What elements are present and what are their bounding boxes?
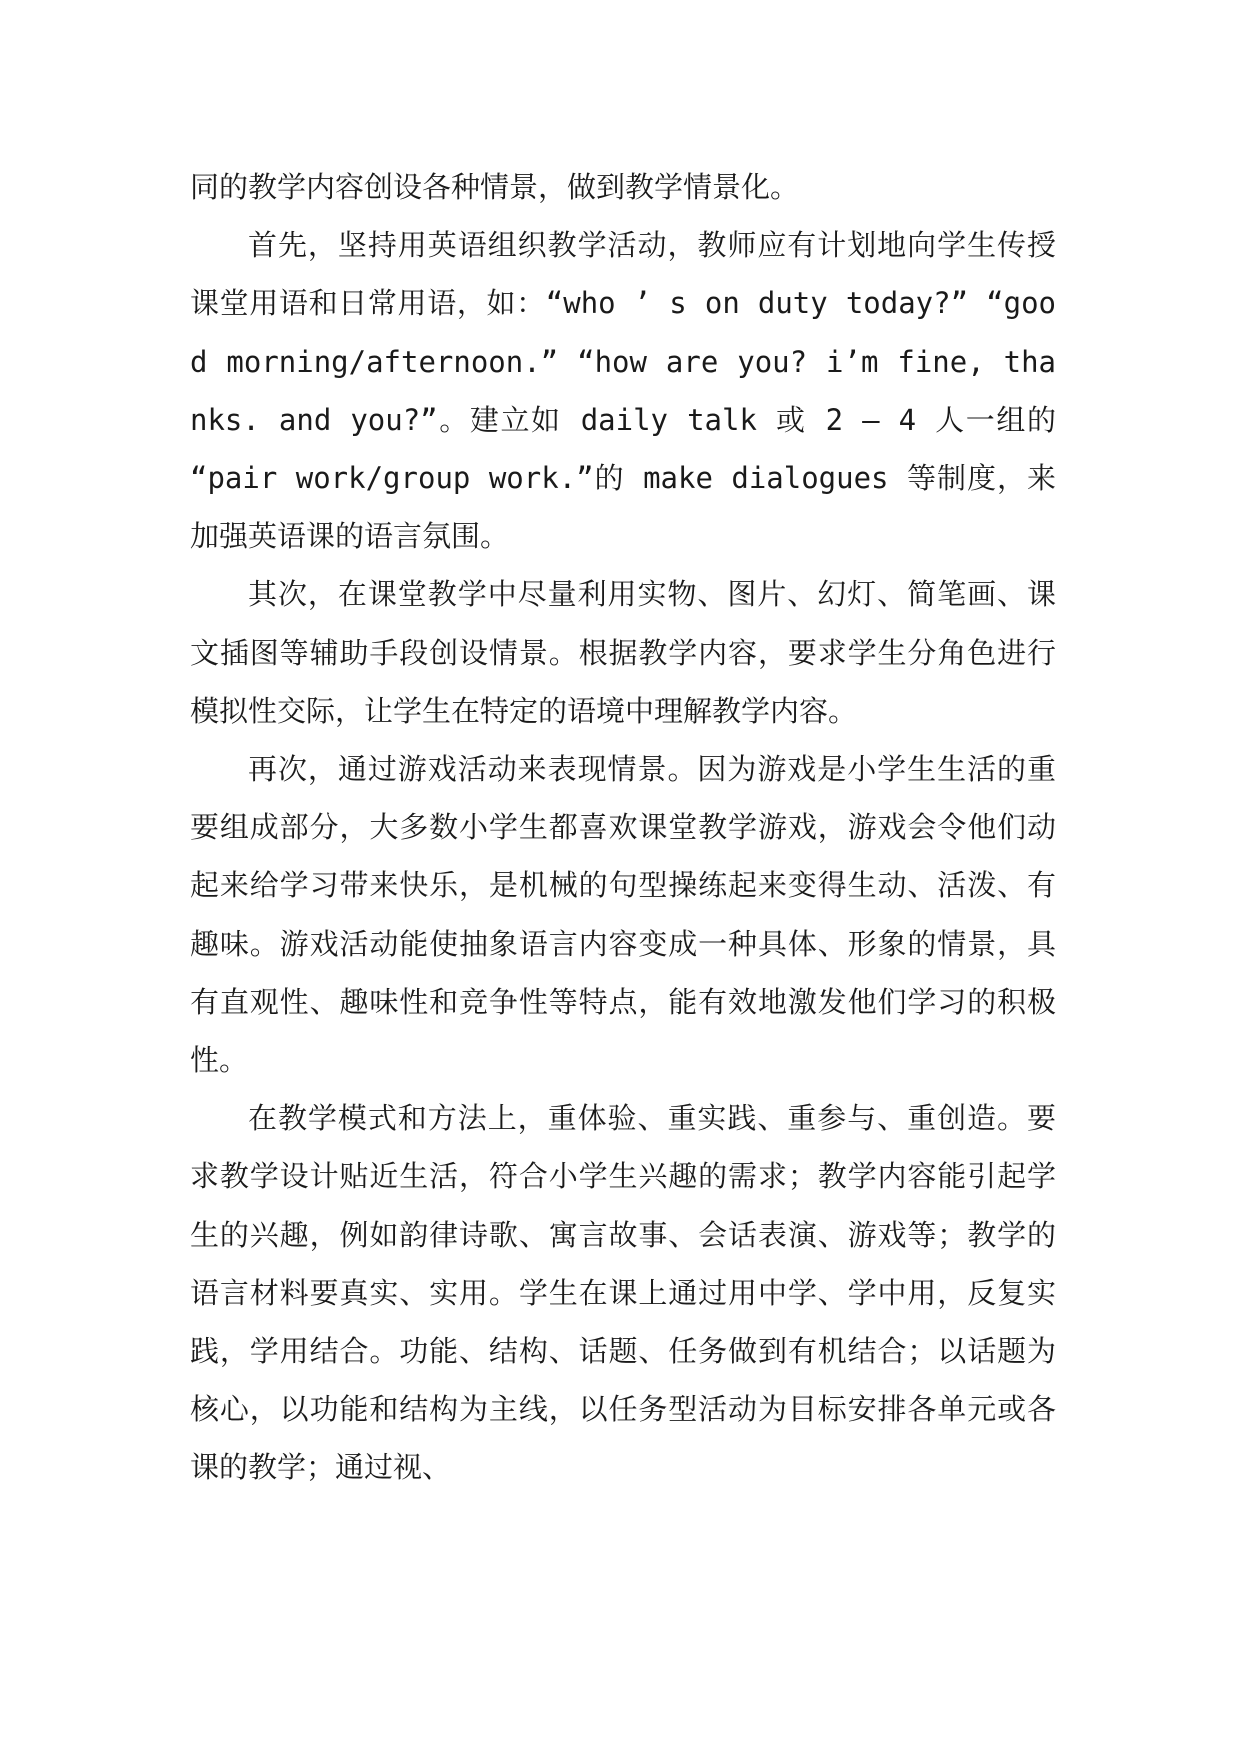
document-body [190, 158, 1056, 1497]
paragraph-teaching-methods: 在教学模式和方法上，重体验、重实践、重参与、重创造。要求教学设计贴近生活，符合小学生兴趣的需求；教学内容能引起学生的兴趣，例如韵律诗歌、寓言故事、会话表演、游戏等；教学的语言材料要真实、实用。学生在课上通过用中学、学中用，反复实践，学用结合。功能、结构、话题、任务做到有机结合；以话题为核心，以功能和结构为主线，以任务型活动为目标安排各单元或各课的教学；通过视、 [190, 1101, 1056, 1485]
paragraph-classroom-english: 首先，坚持用英语组织教学活动，教师应有计划地向学生传授课堂用语和日常用语，如：“who ’ s on duty today?” “good morning/afternoon.” “how are you? i’m fine, thanks. and you?”。建立如 daily talk 或 2 — 4 人一组的 “pair work/group work.”的 make dialogues 等制度，来加强英语课的语言氛围。 [190, 228, 1056, 554]
paragraph-continued: 同的教学内容创设各种情景，做到教学情景化。 [190, 170, 800, 204]
paragraph-visual-aids: 其次，在课堂教学中尽量利用实物、图片、幻灯、简笔画、课文插图等辅助手段创设情景。根据教学内容，要求学生分角色进行模拟性交际，让学生在特定的语境中理解教学内容。 [190, 577, 1056, 728]
paragraph-games: 再次，通过游戏活动来表现情景。因为游戏是小学生生活的重要组成部分，大多数小学生都喜欢课堂教学游戏，游戏会令他们动起来给学习带来快乐，是机械的句型操练起来变得生动、活泼、有趣味。游戏活动能使抽象语言内容变成一种具体、形象的情景，具有直观性、趣味性和竞争性等特点，能有效地激发他们学习的积极性。 [190, 752, 1056, 1078]
